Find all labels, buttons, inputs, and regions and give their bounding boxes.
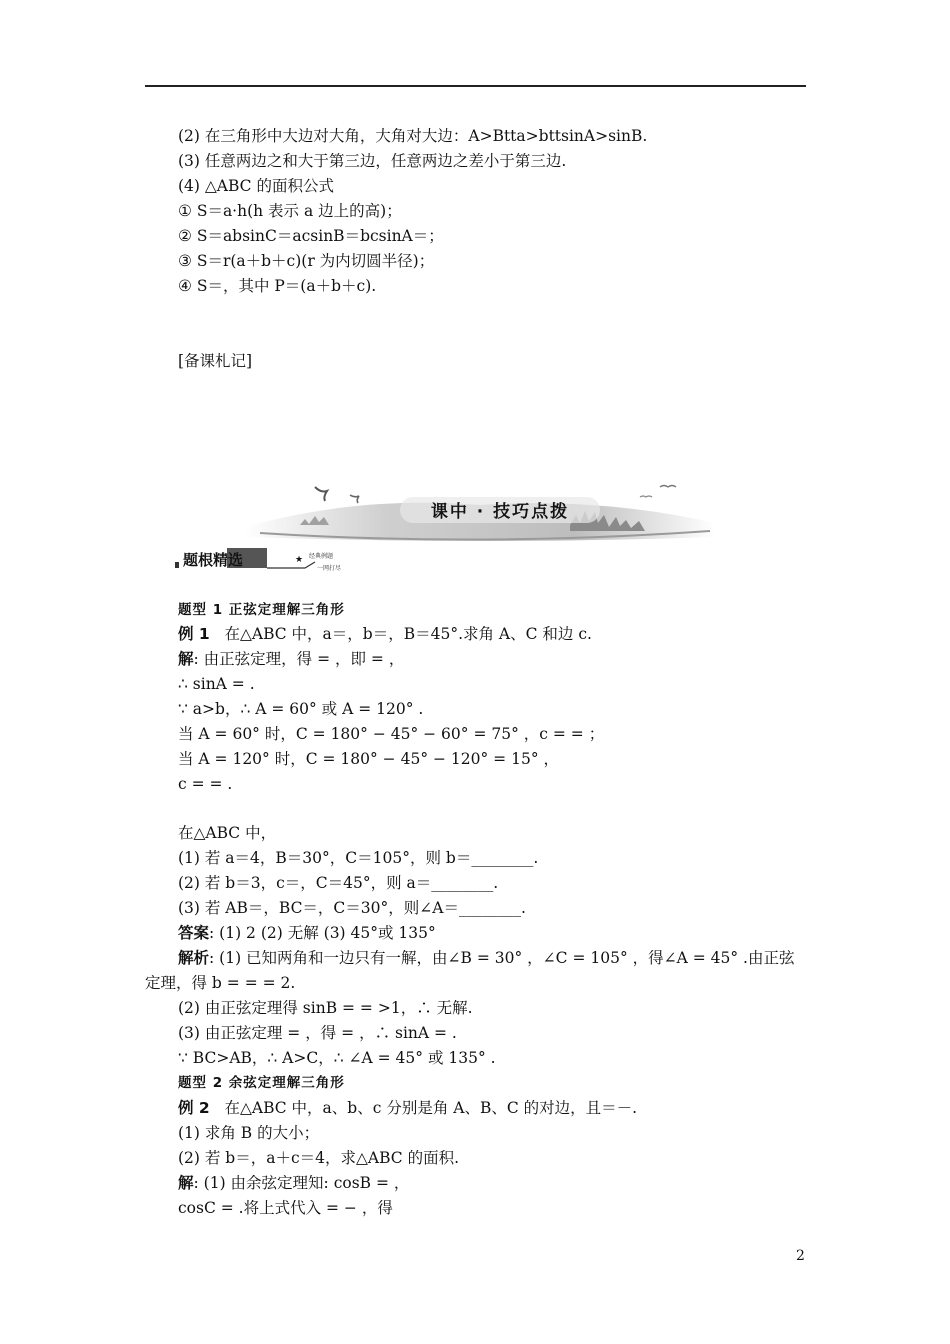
analysis-text: : (1) 已知两角和一边只有一解，由∠B = 30° ，∠C = 105° ，得∠A = 45° .由正弦 (209, 949, 795, 967)
text-line: (3) 若 AB＝，BC＝，C＝30°，则∠A＝________. (178, 899, 526, 917)
bird-icon (660, 486, 676, 488)
tag-sub2: 一网打尽 (317, 565, 342, 572)
solution-label: 解 (178, 650, 194, 668)
text-line: ∵ BC>AB，∴ A>C，∴ ∠A = 45° 或 135° . (178, 1049, 496, 1067)
section-heading: 题型 2 余弦定理解三角形 (178, 1075, 345, 1091)
solution-label: 解 (178, 1174, 194, 1192)
text-line: (3) 由正弦定理 = ，得 = ，∴ sinA = . (178, 1024, 457, 1042)
example-label: 例 1 (178, 625, 210, 643)
text-line: 当 A = 120° 时，C = 180° − 45° − 120° = 15° ， (178, 750, 559, 768)
star-icon: ★ (295, 555, 304, 565)
text-line: 当 A = 60° 时，C = 180° − 45° − 60° = 75° ，c = = ； (178, 725, 605, 743)
text-line: (1) 求角 B 的大小； (178, 1124, 320, 1142)
tag-sub1: 经典例题 (309, 553, 334, 560)
page-number: 2 (796, 1248, 805, 1264)
bird-icon (640, 496, 652, 497)
answer-label: 答案 (178, 924, 210, 942)
text-line: ③ S＝r(a＋b＋c)(r 为内切圆半径)； (178, 252, 435, 270)
text-line: (2) 在三角形中大边对大角，大角对大边：A>Btta>bttsinA>sinB. (178, 127, 648, 145)
example-text: 在△ABC 中，a＝，b＝，B＝45°.求角 A、C 和边 c. (224, 625, 592, 643)
analysis-label: 解析 (178, 949, 210, 967)
text-line: (1) 若 a＝4，B＝30°，C＝105°，则 b＝________. (178, 849, 539, 867)
header-rule (145, 85, 806, 87)
section-tag (175, 546, 375, 572)
solution-text: : 由正弦定理，得 = ，即 = ， (193, 650, 405, 668)
text-line: (2) 若 b＝3，c＝，C＝45°，则 a＝________. (178, 874, 499, 892)
text-line: c = = . (178, 775, 233, 793)
text-line: ② S＝absinC＝acsinB＝bcsinA＝； (178, 227, 444, 245)
bird-icon (315, 487, 327, 501)
bird-icon (350, 495, 359, 503)
solution-line (178, 1173, 409, 1193)
analysis-line (178, 948, 794, 968)
text-line: ④ S＝，其中 P＝(a＋b＋c). (178, 277, 377, 295)
text-line: (2) 若 b＝，a＋c＝4，求△ABC 的面积. (178, 1149, 460, 1167)
solution-line (178, 649, 404, 669)
text-line: cosC = .将上式代入 = − ，得 (178, 1199, 393, 1217)
example-label: 例 2 (178, 1099, 210, 1117)
example-line (178, 624, 592, 644)
notes-label: [备课札记] (178, 352, 253, 370)
text-line: 在△ABC 中， (178, 824, 277, 842)
text-line: (3) 任意两边之和大于第三边，任意两边之差小于第三边. (178, 152, 567, 170)
banner-title: 课中 · 技巧点拨 (430, 502, 570, 522)
text-line: 定理，得 b = = = 2. (145, 974, 296, 992)
example-text: 在△ABC 中，a、b、c 分别是角 A、B、C 的对边，且＝－. (224, 1099, 638, 1117)
text-line: (2) 由正弦定理得 sinB = = >1，∴ 无解. (178, 999, 473, 1017)
section-banner (240, 475, 720, 547)
text-line: ① S＝a·h(h 表示 a 边上的高)； (178, 202, 402, 220)
text-line: ∵ a>b，∴ A = 60° 或 A = 120° . (178, 700, 424, 718)
section-heading: 题型 1 正弦定理解三角形 (178, 602, 345, 618)
example-line (178, 1098, 637, 1118)
tag-title: 题根精选 (183, 551, 244, 569)
solution-text: : (1) 由余弦定理知: cosB = ， (193, 1174, 410, 1192)
text-line: ∴ sinA = . (178, 675, 255, 693)
answer-text: : (1) 2 (2) 无解 (3) 45°或 135° (209, 924, 436, 942)
answer-line (178, 923, 436, 943)
text-line: (4) △ABC 的面积公式 (178, 177, 334, 195)
